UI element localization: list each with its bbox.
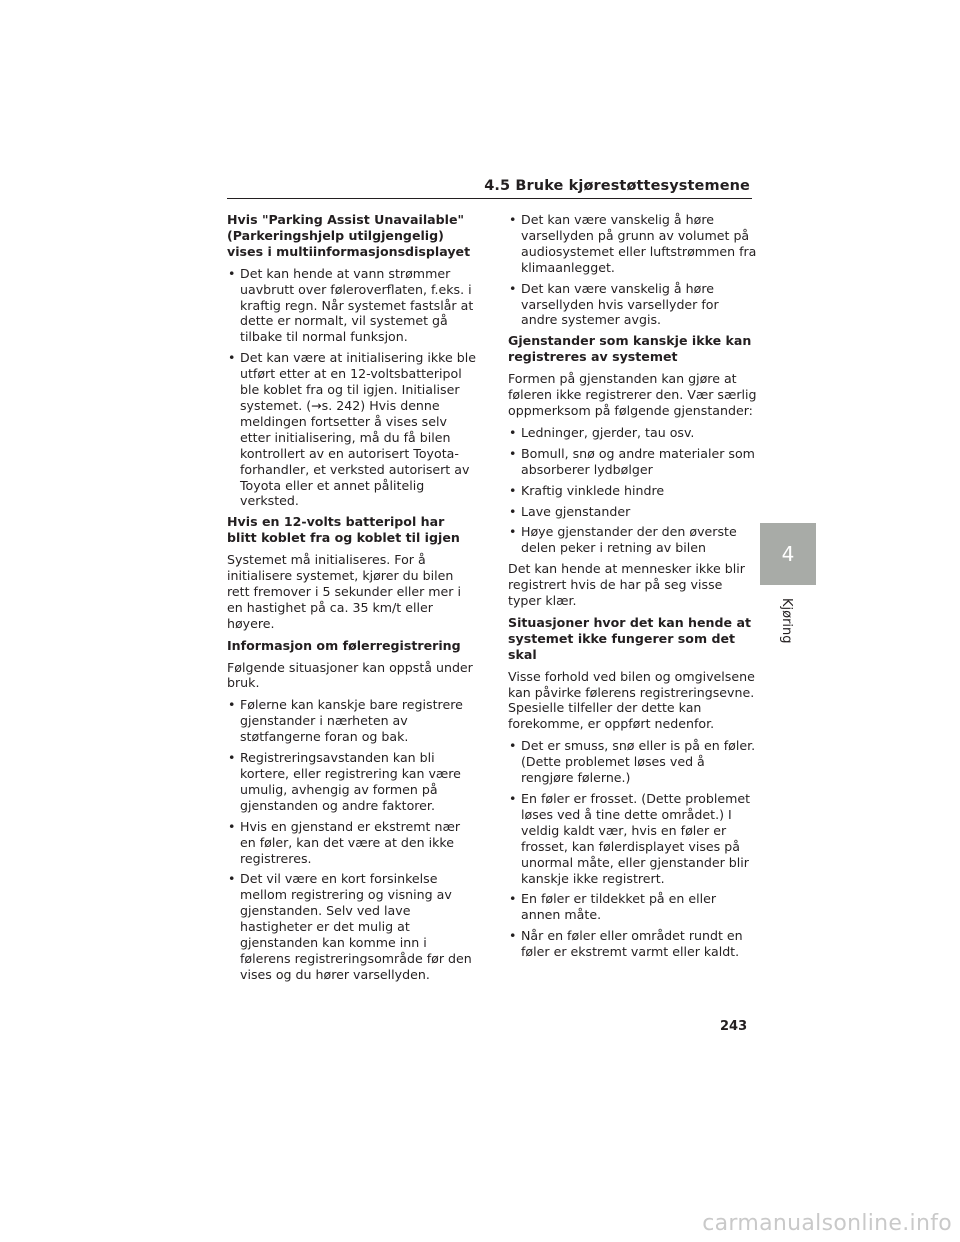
- bullet-icon: •: [509, 503, 517, 519]
- bullet-icon: •: [228, 350, 236, 366]
- bullet-icon: •: [509, 791, 517, 806]
- list-item: • Det vil være en kort forsinkelse mellom registrering og visning av gjenstanden. Selv ved lave hastigheter er det mulig at gjenstanden kan komme inn i følerens registreringsområde før den vises og du hører varsellyden.: [228, 871, 472, 982]
- heading-undetectable-objects: Gjenstander som kanskje ikke kan registreres av systemet: [508, 333, 752, 365]
- bullet-icon: •: [509, 738, 517, 754]
- list-item: • Lave gjenstander: [509, 503, 631, 519]
- list-item: • Registreringsavstanden kan bli kortere, eller registrering kan være umulig, avhengig av formen på gjenstanden og andre faktorer.: [228, 750, 461, 813]
- list-item: • Det kan være vanskelig å høre varsellyden hvis varsellyder for andre systemer avgis.: [509, 280, 719, 328]
- chapter-tab: [760, 523, 816, 585]
- bullet-list: [508, 425, 758, 556]
- right-column: [508, 212, 758, 965]
- bullet-icon: •: [228, 818, 236, 834]
- list-item: • Bomull, snø og andre materialer som absorberer lydbølger: [509, 445, 755, 477]
- list-item: • Hvis en gjenstand er ekstremt nær en føler, kan det være at den ikke registreres.: [228, 818, 460, 866]
- section-title: 4.5 Bruke kjørestøttesystemene: [484, 178, 750, 194]
- list-item: • Det kan være at initialisering ikke ble utført etter at en 12-voltsbatteripol ble koblet fra og til igjen. Initialiser systemet. (→s. 242) Hvis denne meldingen fortsetter å vises selv etter initialisering, må du få bilen kontrollert av en autorisert Toyota-forhandler, et verksted autorisert av Toyota eller et annet pålitelig verksted.: [228, 350, 477, 509]
- bullet-icon: •: [509, 891, 517, 907]
- list-item: • Følerne kan kanskje bare registrere gjenstander i nærheten av støtfangerne foran og bak.: [228, 697, 463, 745]
- header-divider: [227, 198, 752, 199]
- heading-sensor-detection-info: Informasjon om følerregistrering: [227, 637, 461, 653]
- list-item: • Høye gjenstander der den øverste delen peker i retning av bilen: [509, 524, 737, 556]
- page-number: 243: [720, 1019, 748, 1034]
- paragraph: Det kan hende at mennesker ikke blir registrert hvis de har på seg visse typer klær.: [508, 561, 745, 609]
- bullet-icon: •: [509, 928, 517, 944]
- bullet-icon: •: [509, 424, 517, 440]
- list-item: • En føler er tildekket på en eller annen måte.: [509, 891, 717, 923]
- list-item: • Det kan være vanskelig å høre varsellyden på grunn av volumet på audiosystemet eller luftstrømmen fra klimaanlegget.: [509, 212, 757, 275]
- list-item: • En føler er frosset. (Dette problemet løses ved å tine dette området.) I veldig kaldt vær, hvis en føler er frosset, kan følerdisplayet vises på unormal måte, eller gjenstander blir kanskje ikke registrert.: [509, 791, 751, 886]
- bullet-icon: •: [228, 697, 236, 713]
- watermark: carmanualsonline.info: [702, 1211, 952, 1236]
- list-item: • Når en føler eller området rundt en føler er ekstremt varmt eller kaldt.: [509, 928, 743, 960]
- heading-battery-reconnected: Hvis en 12-volts batteripol har blitt koblet fra og koblet til igjen: [227, 514, 460, 546]
- paragraph: Visse forhold ved bilen og omgivelsene kan påvirke følerens registreringsevne. Spesielle tilfeller der dette kan forekomme, er oppført nedenfor.: [508, 668, 755, 732]
- bullet-icon: •: [228, 871, 236, 887]
- bullet-list: [508, 738, 758, 960]
- bullet-icon: •: [509, 445, 517, 461]
- heading-parking-assist-unavailable: Hvis "Parking Assist Unavailable" (Parkeringshjelp utilgjengelig) vises i multiinformasjonsdisplayet: [227, 212, 471, 259]
- chapter-number: 4: [781, 542, 795, 566]
- bullet-icon: •: [509, 482, 517, 498]
- bullet-list: [227, 697, 477, 982]
- paragraph: Følgende situasjoner kan oppstå under bruk.: [227, 659, 473, 691]
- list-item: • Kraftig vinklede hindre: [509, 482, 665, 498]
- bullet-list: [227, 266, 477, 510]
- list-item: • Det er smuss, snø eller is på en føler. (Dette problemet løses ved å rengjøre følerne.): [509, 738, 756, 786]
- bullet-icon: •: [228, 265, 236, 281]
- bullet-icon: •: [509, 524, 517, 540]
- paragraph: Formen på gjenstanden kan gjøre at føleren ikke registrerer den. Vær særlig oppmerksom på følgende gjenstander:: [508, 371, 757, 418]
- paragraph: Systemet må initialiseres. For å initialisere systemet, kjører du bilen rett fremover i 5 sekunder eller mer i en hastighet på ca. 35 km/t eller høyere.: [227, 552, 461, 631]
- bullet-icon: •: [509, 212, 517, 227]
- bullet-icon: •: [509, 280, 517, 296]
- heading-malfunction-situations: Situasjoner hvor det kan hende at systemet ikke fungerer som det skal: [508, 614, 751, 662]
- bullet-list: [508, 212, 758, 328]
- chapter-label: Kjøring: [779, 598, 794, 644]
- left-column: [227, 212, 477, 988]
- list-item: • Det kan hende at vann strømmer uavbrutt over føleroverflaten, f.eks. i kraftig regn. Når systemet fastslår at dette er normalt, vil systemet gå tilbake til normal funksjon.: [228, 265, 474, 345]
- list-item: • Ledninger, gjerder, tau osv.: [509, 424, 695, 440]
- bullet-icon: •: [228, 750, 236, 766]
